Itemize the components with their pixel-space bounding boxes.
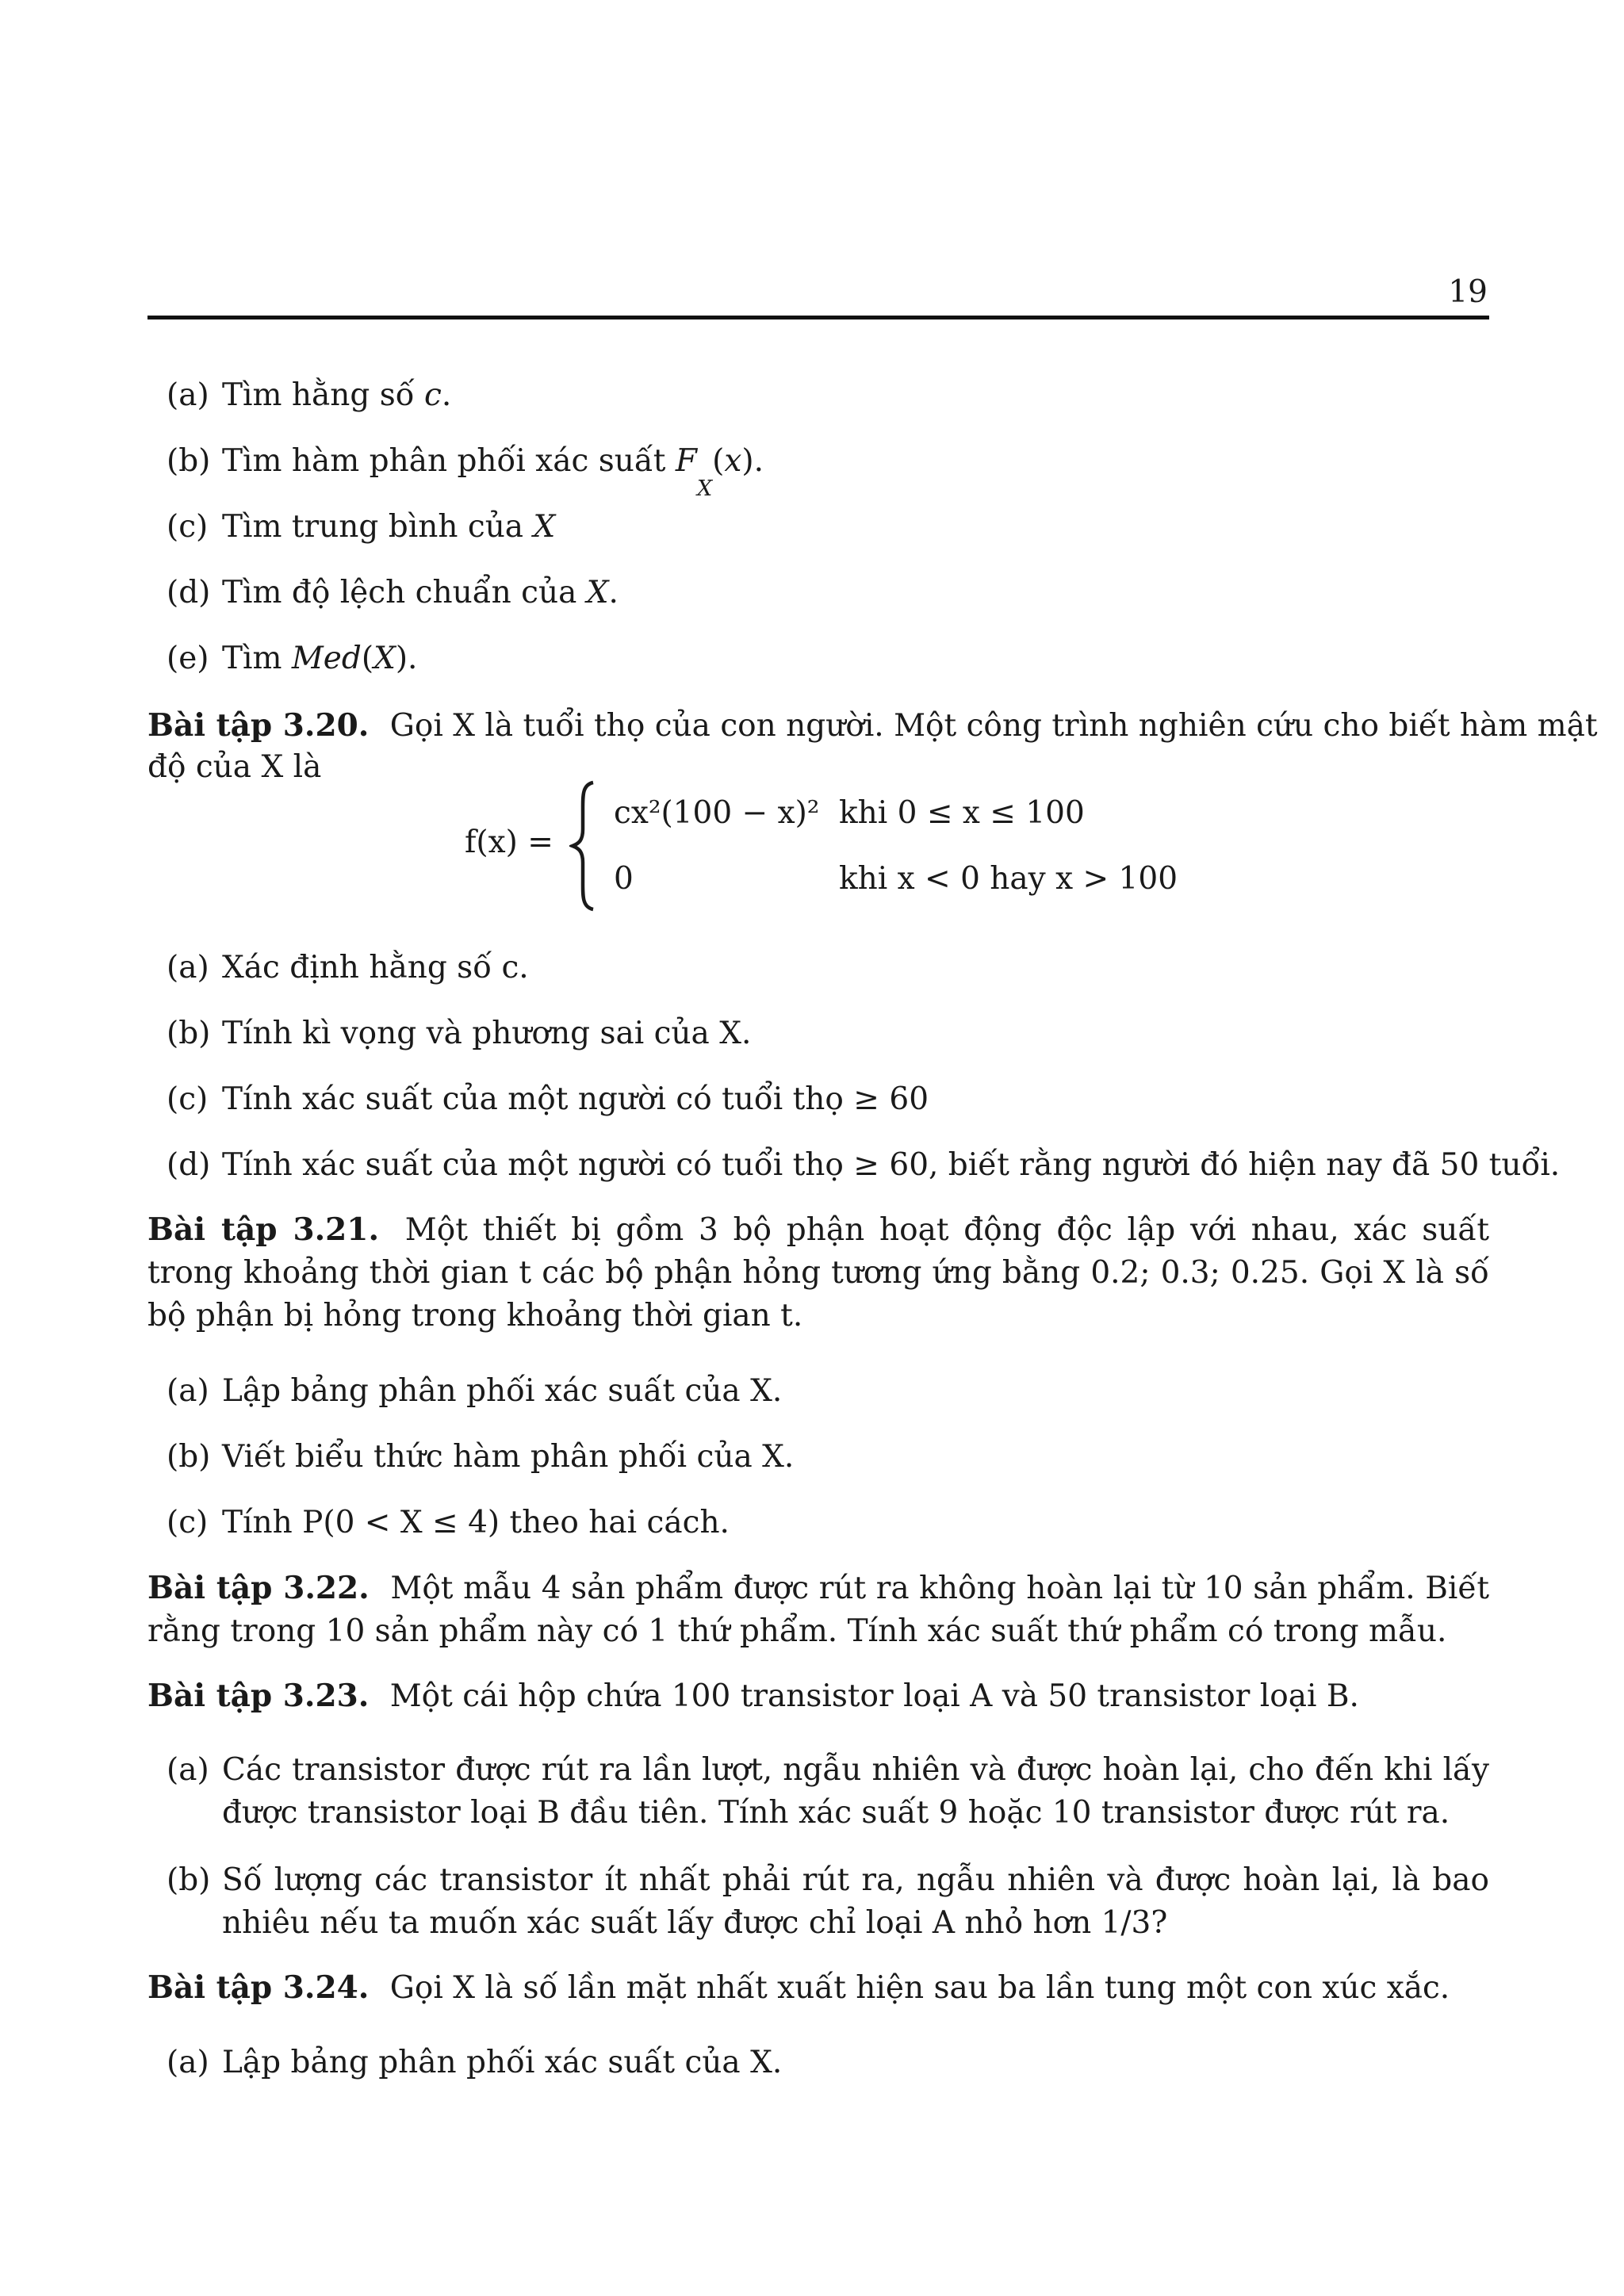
exercise-title: Bài tập 3.21. — [147, 1211, 380, 1248]
item-label: (a) — [167, 1373, 209, 1409]
math-paren: ( — [712, 443, 725, 479]
case-1-expression: cx²(100 − x)² — [614, 795, 820, 831]
page-number: 19 — [1448, 274, 1488, 310]
item-text: Tìm — [222, 641, 292, 676]
item-label: (a) — [167, 2045, 209, 2080]
exercise-3-20-line1 — [147, 704, 1598, 748]
item-label: (c) — [167, 1505, 209, 1540]
item-text: Tính xác suất của một người có tuổi thọ ≥ 60 — [222, 1081, 929, 1117]
item-text: Viết biểu thức hàm phân phối của X. — [222, 1439, 795, 1475]
item-text: Xác định hằng số c. — [222, 950, 529, 985]
exercise-3-21 — [147, 1208, 1489, 1337]
item-label: (e) — [167, 641, 209, 676]
math-var: x — [724, 443, 742, 479]
exercise-3-24 — [147, 1966, 1489, 2010]
math-subscript: X — [696, 476, 713, 501]
exercise-title: Bài tập 3.24. — [147, 1969, 370, 2006]
math-var: c — [424, 377, 442, 413]
item-text: Số lượng các transistor ít nhất phải rút ra, ngẫu nhiên và được hoàn lại, là bao nhiêu nếu ta muốn xác suất lấy được chỉ loại A nhỏ hơn 1/3? — [222, 1862, 1489, 1941]
header-rule — [147, 316, 1489, 320]
math-var: X — [373, 641, 396, 676]
item-label: (b) — [167, 443, 211, 479]
item-label: (d) — [167, 1147, 211, 1183]
math-var: F — [675, 443, 697, 479]
item-text: Tính kì vọng và phương sai của X. — [222, 1016, 752, 1051]
item-label: (b) — [167, 1862, 211, 1898]
item-text: Các transistor được rút ra lần lượt, ngẫu nhiên và được hoàn lại, cho đến khi lấy được transistor loại B đầu tiên. Tính xác suất 9 hoặc 10 transistor được rút ra. — [222, 1752, 1489, 1831]
item-text: Tính xác suất của một người có tuổi thọ ≥ 60, biết rằng người đó hiện nay đã 50 tuổi. — [222, 1147, 1561, 1183]
item-label: (d) — [167, 575, 211, 610]
case-1-condition: khi 0 ≤ x ≤ 100 — [839, 795, 1085, 831]
item-text-end: ). — [395, 641, 418, 676]
item-text: Tìm trung bình của — [222, 509, 534, 545]
exercise-3-20-line2: độ của X là — [147, 749, 322, 785]
exercise-title: Bài tập 3.22. — [147, 1570, 370, 1606]
math-var: X — [533, 509, 556, 545]
item-label: (b) — [167, 1016, 211, 1051]
exercise-3-23 — [147, 1674, 1489, 1718]
exercise-text: Một thiết bị gồm 3 bộ phận hoạt động độc lập với nhau, xác suất trong khoảng thời gian t các bộ phận hỏng tương ứng bằng 0.2; 0.3; 0.25. Gọi X là số bộ phận bị hỏng trong khoảng thời gian t. — [147, 1212, 1489, 1334]
item-label: (a) — [167, 1752, 209, 1788]
item-label: (a) — [167, 950, 209, 985]
exercise-text: Gọi X là số lần mặt nhất xuất hiện sau ba lần tung một con xúc xắc. — [389, 1970, 1450, 2006]
exercise-title: Bài tập 3.23. — [147, 1678, 370, 1714]
left-brace — [569, 780, 596, 912]
math-paren: ( — [361, 641, 374, 676]
item-label: (a) — [167, 377, 209, 413]
item-label: (c) — [167, 509, 209, 545]
item-text: Tìm độ lệch chuẩn của — [222, 575, 587, 610]
item-text: Tìm hằng số — [222, 377, 424, 413]
exercise-3-22 — [147, 1567, 1489, 1653]
math-var: Med — [291, 641, 362, 676]
item-text-end: . — [441, 377, 452, 413]
item-text-end: ). — [741, 443, 764, 479]
item-text: Lập bảng phân phối xác suất của X. — [222, 2045, 783, 2080]
math-var: X — [586, 575, 609, 610]
item-text-end: . — [608, 575, 619, 610]
exercise-title: Bài tập 3.20. — [147, 707, 370, 744]
exercise-text: Một mẫu 4 sản phẩm được rút ra không hoàn lại từ 10 sản phẩm. Biết rằng trong 10 sản phẩm này có 1 thứ phẩm. Tính xác suất thứ phẩm có trong mẫu. — [147, 1571, 1489, 1649]
exercise-text: Một cái hộp chứa 100 transistor loại A và 50 transistor loại B. — [389, 1678, 1359, 1714]
list-item — [147, 1749, 1489, 1836]
formula-lhs: f(x) = — [465, 825, 553, 860]
list-item — [147, 1859, 1489, 1946]
item-text: Tìm hàm phân phối xác suất — [222, 443, 676, 479]
item-text: Lập bảng phân phối xác suất của X. — [222, 1373, 783, 1409]
item-label: (b) — [167, 1439, 211, 1475]
item-text: Tính P(0 < X ≤ 4) theo hai cách. — [222, 1505, 730, 1540]
exercise-text: Gọi X là tuổi thọ của con người. Một công trình nghiên cứu cho biết hàm mật — [389, 708, 1598, 744]
item-label: (c) — [167, 1081, 209, 1117]
case-2-expression: 0 — [614, 861, 634, 897]
case-2-condition: khi x < 0 hay x > 100 — [839, 861, 1178, 897]
